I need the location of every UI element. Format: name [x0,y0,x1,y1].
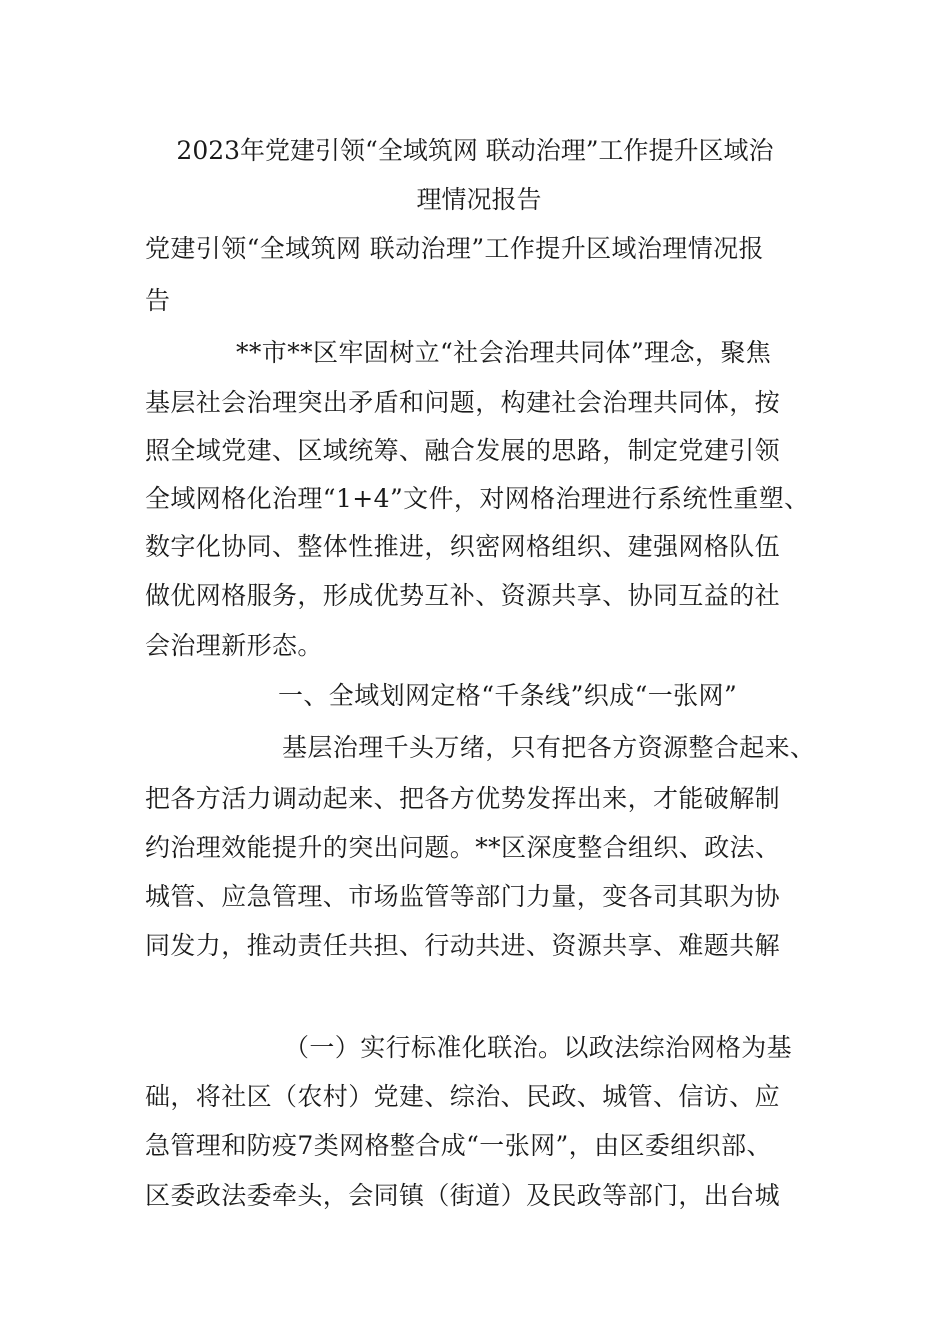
paragraph-1-line-2: 基层社会治理突出矛盾和问题，构建社会治理共同体，按 [145,388,781,417]
paragraph-1-line-5: 数字化协同、整体性推进，织密网格组织、建强网格队伍 [145,532,781,561]
subtitle-line-1: 党建引领“全域筑网 联动治理”工作提升区域治理情况报 [145,234,764,263]
paragraph-1-line-7: 会治理新形态。 [145,631,323,660]
paragraph-2-line-5: 同发力，推动责任共担、行动共进、资源共享、难题共解 [145,931,781,960]
document-title-line-2: 理情况报告 [416,185,542,214]
paragraph-2-line-2: 把各方活力调动起来、把各方优势发挥出来，才能破解制 [145,784,781,813]
paragraph-2-line-4: 城管、应急管理、市场监管等部门力量，变各司其职为协 [145,882,781,911]
paragraph-1-line-1: **市**区牢固树立“社会治理共同体”理念，聚焦 [236,338,772,367]
paragraph-1-line-4: 全域网格化治理“1+4”文件，对网格治理进行系统性重塑、 [145,484,810,513]
paragraph-3-line-2: 础，将社区（农村）党建、综治、民政、城管、信访、应 [145,1082,781,1111]
paragraph-3-line-3: 急管理和防疫7类网格整合成“一张网”，由区委组织部、 [145,1131,772,1160]
section-heading-1: 一、全域划网定格“千条线”织成“一张网” [278,681,738,710]
paragraph-3-line-1: （一）实行标准化联治。以政法综治网格为基 [284,1033,793,1062]
paragraph-3-line-4: 区委政法委牵头，会同镇（街道）及民政等部门，出台城 [145,1181,781,1210]
paragraph-1-line-6: 做优网格服务，形成优势互补、资源共享、协同互益的社 [145,581,781,610]
subtitle-line-2: 告 [145,286,171,315]
document-title-line-1: 2023年党建引领“全域筑网 联动治理”工作提升区域治 [176,136,774,165]
paragraph-2-line-1: 基层治理千头万绪，只有把各方资源整合起来、 [282,733,816,762]
paragraph-2-line-3: 约治理效能提升的突出问题。**区深度整合组织、政法、 [145,833,781,862]
paragraph-1-line-3: 照全域党建、区域统筹、融合发展的思路，制定党建引领 [145,436,781,465]
